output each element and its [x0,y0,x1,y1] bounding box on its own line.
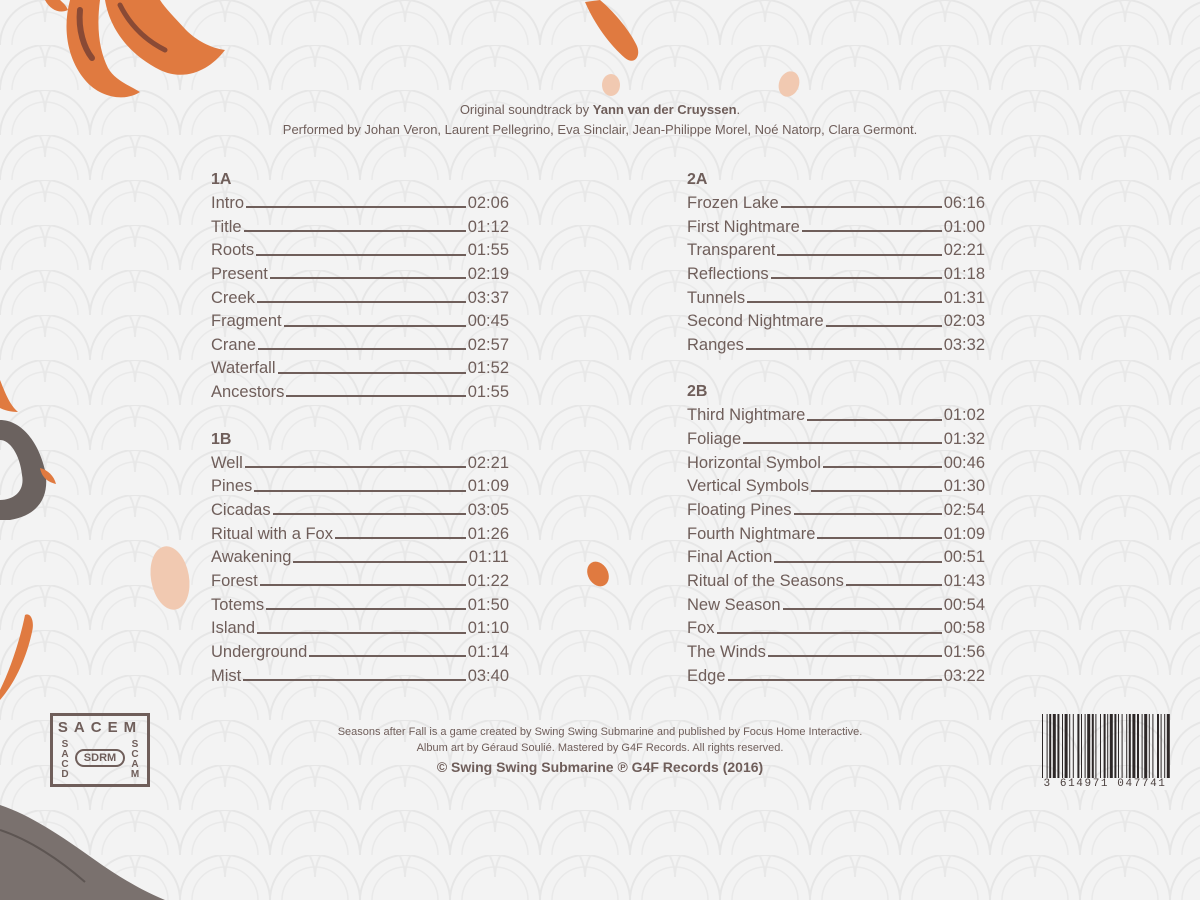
track-title: Awakening [211,548,292,567]
track-duration: 00:51 [943,548,985,567]
track-row [687,310,985,334]
track-duration: 01:55 [467,383,509,402]
track-leader-line [309,655,465,657]
track-leader-line [747,301,942,303]
orange-leaf-lower [0,614,33,700]
barcode-digits: 3 614971 047741 [1040,778,1170,790]
side-label-1b: 1B [211,430,232,448]
track-duration: 02:21 [943,241,985,260]
track-leader-line [246,206,466,208]
track-title: Final Action [687,548,773,567]
track-leader-line [245,466,466,468]
track-duration: 03:22 [943,666,985,685]
track-duration: 03:05 [467,501,509,520]
track-row [211,216,509,240]
track-row [211,617,509,641]
track-duration: 01:55 [467,241,509,260]
track-title: Fragment [211,312,282,331]
track-title: Fox [687,619,715,638]
copyright-line: © Swing Swing Submarine ℗ G4F Records (2016) [436,759,764,775]
track-leader-line [746,348,942,350]
track-leader-line [743,442,942,444]
track-leader-line [717,632,942,634]
track-duration: 01:43 [943,571,985,590]
track-row [211,570,509,594]
track-duration: 01:56 [943,642,985,661]
track-duration: 01:02 [943,406,985,425]
track-leader-line [783,608,942,610]
track-duration: 01:32 [943,430,985,449]
track-leader-line [807,419,941,421]
track-duration: 00:54 [943,595,985,614]
track-title: Tunnels [687,288,746,307]
track-duration: 00:46 [943,453,985,472]
footer-line-art: Album art by Géraud Soulié. Mastered by G4F Records. All rights reserved. [416,742,784,754]
track-duration: 02:06 [467,194,509,212]
footer-line-game: Seasons after Fall is a game created by Swing Swing Submarine and published by Focus Home Interactive. [337,726,863,738]
track-row [211,287,509,311]
track-title: Transparent [687,241,776,260]
track-duration: 06:16 [943,194,985,212]
barcode-bars [1040,714,1170,784]
pink-petal [146,543,195,613]
track-row [211,334,509,358]
track-title: Vertical Symbols [687,477,809,496]
track-leader-line [811,490,942,492]
track-title: Well [211,453,243,472]
track-title: Intro [211,194,245,212]
track-row [687,523,985,547]
track-row [687,287,985,311]
track-duration: 01:22 [467,571,509,590]
track-duration: 02:57 [467,335,509,354]
track-list-1a [211,192,509,405]
track-row [687,192,985,216]
track-leader-line [777,254,941,256]
track-row [687,334,985,358]
track-leader-line [794,513,942,515]
track-title: Island [211,619,256,638]
track-title: Title [211,217,242,236]
track-duration: 03:32 [943,335,985,354]
track-leader-line [781,206,942,208]
track-duration: 03:37 [467,288,509,307]
track-row [211,263,509,287]
track-title: Floating Pines [687,501,792,520]
track-row [687,404,985,428]
track-title: Ritual of the Seasons [687,571,844,590]
track-row [211,523,509,547]
track-leader-line [254,490,465,492]
track-leader-line [771,277,942,279]
track-row [687,546,985,570]
track-leader-line [823,466,942,468]
track-duration: 01:12 [467,217,509,236]
track-row [687,239,985,263]
orange-petal [583,558,613,591]
track-duration: 03:40 [467,666,509,685]
track-leader-line [257,632,466,634]
side-label-2a: 2A [687,171,708,188]
side-label-2b: 2B [687,383,708,401]
track-row [211,239,509,263]
track-title: Present [211,264,268,283]
grey-branch-bottom [0,805,165,900]
track-title: Mist [211,666,242,685]
track-leader-line [270,277,466,279]
track-title: Reflections [687,264,769,283]
track-title: Forest [211,571,258,590]
track-title: Horizontal Symbol [687,453,821,472]
track-leader-line [846,584,942,586]
track-row [211,499,509,523]
track-row [687,428,985,452]
track-duration: 01:26 [467,524,509,543]
track-title: Pines [211,477,253,496]
track-title: New Season [687,595,781,614]
track-row [211,452,509,476]
track-duration: 02:03 [943,312,985,331]
track-leader-line [256,254,466,256]
track-row [211,310,509,334]
track-list-1b [211,452,509,688]
track-leader-line [244,230,466,232]
composer-name: Yann van der Cruyssen [592,102,737,117]
track-duration: 01:31 [943,288,985,307]
track-row [687,263,985,287]
track-row [687,641,985,665]
track-row [687,475,985,499]
track-row [687,617,985,641]
track-row [211,594,509,618]
track-leader-line [284,325,466,327]
track-list-2b [687,404,985,688]
track-title: The Winds [687,642,766,661]
track-duration: 01:30 [943,477,985,496]
track-title: Second Nightmare [687,312,824,331]
track-leader-line [768,655,942,657]
track-duration: 00:58 [943,619,985,638]
sacem-logo-left: SACD [61,739,69,780]
sacem-logo-right: SCAM [130,739,140,780]
track-row [211,475,509,499]
track-title: Ranges [687,335,744,354]
track-row [211,192,509,216]
orange-petal-top [585,0,638,61]
track-leader-line [273,513,466,515]
column-right [687,168,985,688]
performers-credit: Performed by Johan Veron, Laurent Pellegrino, Eva Sinclair, Jean-Philippe Morel, Noé Natorp, Clara Germont. [282,122,918,137]
track-duration: 01:50 [467,595,509,614]
track-duration: 00:45 [467,312,509,331]
track-title: Ancestors [211,383,285,402]
track-row [211,546,509,570]
credit-prefix: Original soundtrack by [459,102,593,117]
track-title: Foliage [687,430,742,449]
track-duration: 02:21 [467,453,509,472]
track-title: Totems [211,595,265,614]
track-title: Creek [211,288,256,307]
track-leader-line [286,395,465,397]
column-left [211,168,509,688]
track-row [687,499,985,523]
track-leader-line [802,230,942,232]
track-duration: 01:11 [468,548,509,567]
track-duration: 01:52 [467,359,509,378]
composer-credit [0,100,1200,120]
track-leader-line [260,584,466,586]
track-duration: 02:54 [943,501,985,520]
footer-block [0,724,1200,775]
track-leader-line [257,301,466,303]
track-title: Third Nightmare [687,406,806,425]
track-title: Underground [211,642,308,661]
track-row [687,665,985,689]
track-row [211,381,509,405]
track-leader-line [817,537,941,539]
track-row [211,357,509,381]
track-duration: 01:18 [943,264,985,283]
track-title: First Nightmare [687,217,800,236]
track-title: Fourth Nightmare [687,524,816,543]
track-title: Cicadas [211,501,271,520]
track-title: Edge [687,666,726,685]
track-row [211,665,509,689]
track-leader-line [826,325,942,327]
track-list-2a [687,192,985,357]
track-leader-line [293,561,467,563]
track-leader-line [335,537,466,539]
track-row [687,452,985,476]
track-title: Waterfall [211,359,276,378]
track-leader-line [728,679,942,681]
track-title: Crane [211,335,256,354]
track-row [211,641,509,665]
grey-branch-illustration [0,420,46,520]
track-title: Frozen Lake [687,194,779,212]
track-row [687,216,985,240]
track-title: Ritual with a Fox [211,524,333,543]
track-duration: 01:14 [467,642,509,661]
track-leader-line [258,348,466,350]
credits-block [0,100,1200,140]
track-leader-line [774,561,941,563]
track-row [687,570,985,594]
track-duration: 02:19 [467,264,509,283]
track-leader-line [278,372,466,374]
sacem-logo-center: SDRM [75,749,125,767]
track-duration: 01:00 [943,217,985,236]
track-title: Roots [211,241,255,260]
track-duration: 01:10 [467,619,509,638]
track-leader-line [266,608,466,610]
sacem-logo [50,713,150,787]
barcode [1040,714,1170,794]
credit-suffix: . [736,102,741,117]
track-duration: 01:09 [943,524,985,543]
track-duration: 01:09 [467,477,509,496]
side-label-1a: 1A [211,171,232,188]
track-leader-line [243,679,465,681]
sacem-logo-top: SACEM [57,719,143,736]
track-row [687,594,985,618]
